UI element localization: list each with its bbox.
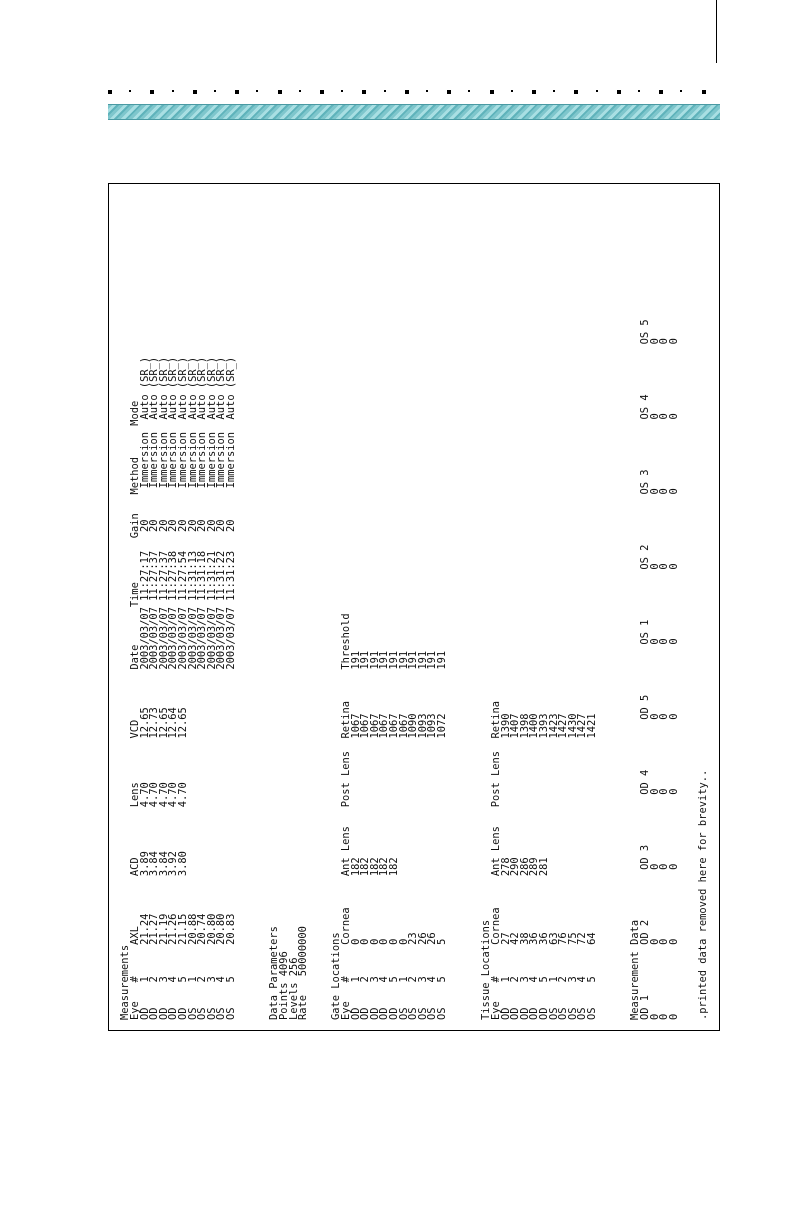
rule-dot: [659, 90, 663, 94]
rule-dot: [172, 90, 174, 92]
decorative-banner: [108, 104, 720, 120]
rule-dot: [256, 90, 258, 92]
measurement-data-table: OD 1 OD 2 OD 3 OD 4 OD 5 OS 1 OS 2 OS 3 OS 4 OS 5 0 0 0 0 0 0 0 0 0 0 0 0 0 0 0 0 0 0 0 0 0 0 0 0 0 0 0 0 0 0: [639, 319, 680, 1020]
rule-dot: [426, 90, 428, 92]
gate-locations-title: Gate Locations: [330, 932, 342, 1020]
data-parameters-table: Points 4096 Levels 256 Rate 50000000: [278, 926, 310, 1020]
rule-dot: [235, 90, 239, 94]
rule-dot: [405, 90, 409, 94]
rule-dot: [278, 90, 282, 94]
rule-dot: [596, 90, 598, 92]
rule-dot: [447, 90, 451, 94]
rule-dot: [214, 90, 216, 92]
rule-dot: [638, 90, 640, 92]
report-printout-frame: [108, 183, 720, 1031]
footer-note: .printed data removed here for brevity..: [697, 769, 709, 1020]
data-parameters-title: Data Parameters: [268, 926, 280, 1020]
rule-dot: [532, 90, 536, 94]
rule-dot: [150, 90, 154, 94]
rule-dot: [511, 90, 513, 92]
rule-dot: [680, 90, 682, 92]
measurements-table: Eye # AXL ACD Lens VCD Date Time Gain Method Mode OD 1 21.24 3.89 4.70 12.65 2003/03/07 11:27:17 20 Immersion Auto (SR_) OD 2 21.27 3.84 4.70 12.73 2003/03/07 11:27:37 20 Immersion Auto (SR_) OD 3 21.19 3.84 4.70 12.65 2003/03/07 11:27:37 20 Immersion Auto (SR_) OD 4 21.26 3.92 4.70 12.64 2003/03/07 11:27:38 20 Immersion Auto (SR_) OD 5 21.15 3.80 4.70 12.65 2003/03/07 11:27:54 20 Immersion Auto (SR_) OS 1 20.88 2003/03/07 11:31:13 20 Immersion Auto (SR_) OS 2 20.74 2003/03/07 11:31:18 20 Immersion Auto (SR_) OS 3 20.80 2003/03/07 11:31:21 20 Immersion Auto (SR_) OS 4 20.80 2003/03/07 11:31:22 20 Immersion Auto (SR_) OS 5 20.83 2003/03/07 11:31:23 20 Immersion Auto (SR_): [129, 356, 237, 1020]
dotted-header-rule: [108, 90, 720, 96]
rule-dot: [574, 90, 578, 94]
rule-dot: [299, 90, 301, 92]
gate-locations-table: Eye # Cornea Ant Lens Post Lens Retina Threshold OD 1 0 182 1067 191 OD 2 0 182 1067 191 OD 3 0 182 1067 191 OD 4 0 182 1067 191 OD 5 0 182 1067 191 OS 1 0 1067 191 OS 2 23 1090 191 OS 3 26 1093 191 OS 4 26 1093 191 OS 5 5 1072 191: [340, 613, 448, 1020]
rule-dot: [129, 90, 131, 92]
rule-dot: [320, 90, 324, 94]
rule-dot: [384, 90, 386, 92]
rule-dot: [702, 90, 706, 94]
rule-dot: [341, 90, 343, 92]
tissue-locations-title: Tissue Locations: [480, 919, 492, 1020]
rule-dot: [362, 90, 366, 94]
tissue-locations-table: Eye # Cornea Ant Lens Post Lens Retina OD 1 27 278 1390 OD 2 42 290 1407 OD 3 38 286 1398 OD 4 36 289 1400 OD 5 36 281 1393 OS 1 63 1423 OS 2 76 1427 OS 3 75 1430 OS 4 72 1427 OS 5 64 1421: [490, 700, 598, 1020]
measurements-title: Measurements: [119, 944, 131, 1020]
rule-dot: [490, 90, 494, 94]
top-right-rule: [716, 0, 717, 63]
rule-dot: [617, 90, 621, 94]
measurement-data-title: Measurement Data: [629, 919, 641, 1020]
rule-dot: [108, 90, 112, 94]
rule-dot: [553, 90, 555, 92]
rule-dot: [193, 90, 197, 94]
rule-dot: [468, 90, 470, 92]
rotated-report-canvas: [109, 184, 721, 1032]
